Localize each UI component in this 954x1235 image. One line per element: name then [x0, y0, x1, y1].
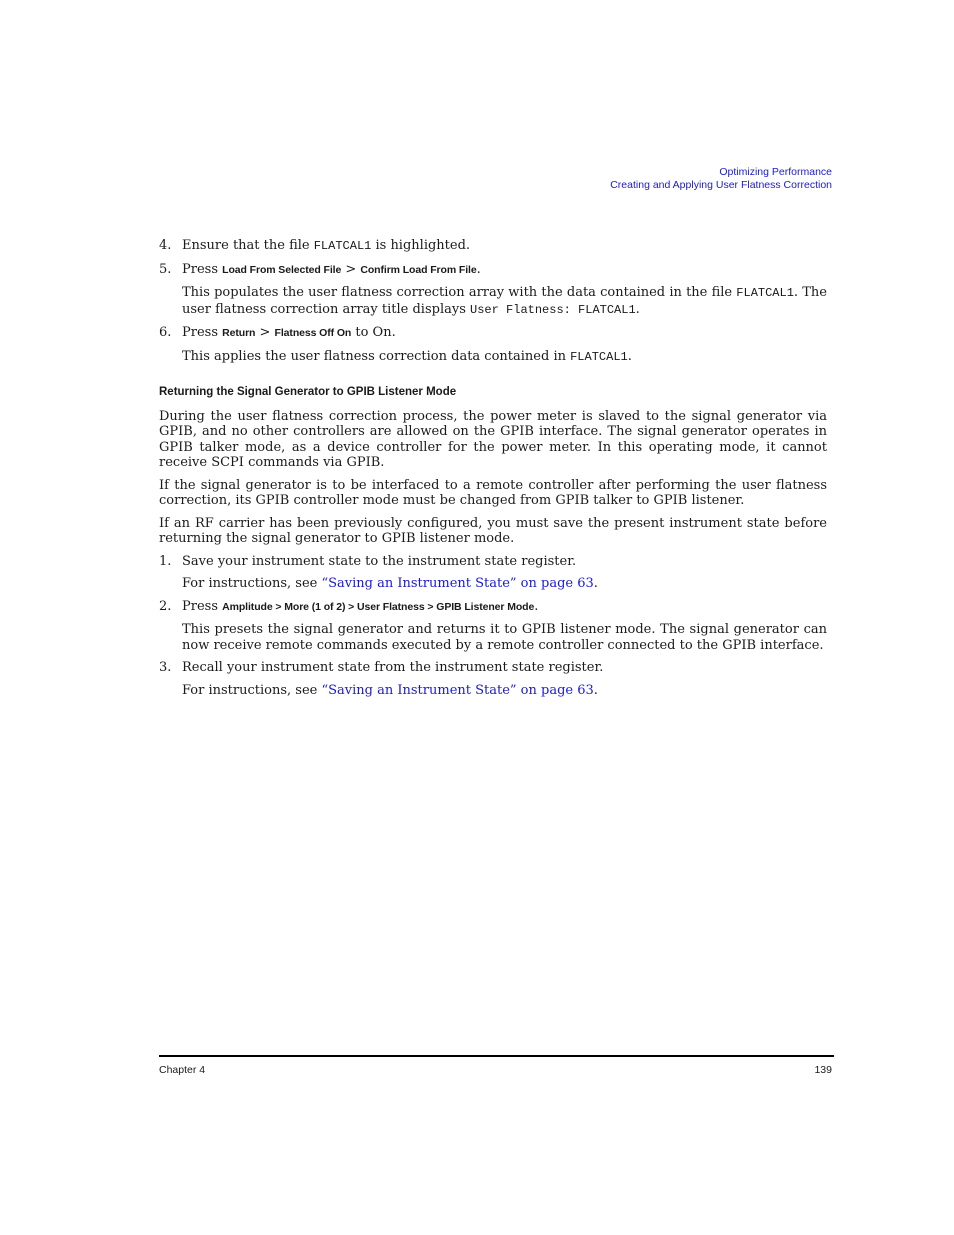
- header-chapter-title: Optimizing Performance: [719, 166, 832, 178]
- key-separator: >: [255, 325, 275, 340]
- paragraph: During the user flatness correction process, the power meter is slaved to the signal generator via GPIB, and no other controllers are allowed on the GPIB interface. The signal generator operates in GPIB talker mode, as a device controller for the power meter. In this operating mode, it cannot receive SCPI commands via GPIB.: [159, 408, 827, 470]
- softkey-confirm-load-from-file: Confirm Load From File: [360, 263, 477, 276]
- saving-instrument-state-link[interactable]: “Saving an Instrument State” on page 63: [321, 682, 594, 698]
- step-1: [159, 554, 827, 570]
- filename-code: FLATCAL1: [313, 239, 372, 253]
- footer-chapter: Chapter 4: [159, 1064, 206, 1076]
- section-heading: Returning the Signal Generator to GPIB Listener Mode: [159, 386, 457, 398]
- step-6-description: [159, 349, 827, 366]
- desc-text: .: [593, 576, 598, 591]
- footer-divider: [159, 1055, 834, 1057]
- step-text: Press: [182, 325, 223, 340]
- step-5: [159, 262, 827, 279]
- filename-code: FLATCAL1: [570, 349, 628, 364]
- step-text: is highlighted.: [371, 238, 471, 253]
- step-number: 4.: [159, 238, 172, 253]
- desc-text: For instructions, see: [182, 576, 322, 591]
- step-text: Save your instrument state to the instrument state register.: [182, 553, 577, 569]
- step-4: [159, 238, 827, 255]
- header-section-title: Creating and Applying User Flatness Correction: [610, 179, 832, 191]
- step-text: Ensure that the file: [182, 238, 314, 253]
- softkey-load-from-selected-file: Load From Selected File: [222, 263, 342, 276]
- step-number: 2.: [159, 598, 172, 614]
- key-separator: >: [341, 261, 361, 277]
- step-2: [159, 599, 827, 616]
- step-3-description: [159, 683, 827, 699]
- softkey-return: Return: [222, 327, 256, 339]
- step-5-description: [159, 285, 827, 318]
- page-content: [159, 238, 827, 705]
- filename-code: FLATCAL1: [736, 286, 794, 300]
- paragraph: If an RF carrier has been previously configured, you must save the present instrument state before returning the signal generator to GPIB listener mode.: [159, 515, 827, 546]
- step-text: .: [534, 598, 539, 614]
- step-number: 3.: [159, 660, 172, 675]
- softkey-flatness-off-on: Flatness Off On: [274, 327, 352, 339]
- page-number: 139: [814, 1064, 832, 1076]
- step-2-description: This presets the signal generator and returns it to GPIB listener mode. The signal generator can now receive remote commands executed by a remote controller connected to the GPIB interface.: [182, 622, 827, 653]
- step-text: Press: [182, 261, 223, 277]
- step-3: [159, 660, 827, 676]
- step-1-description: [159, 576, 827, 592]
- step-text: .: [476, 261, 481, 277]
- running-header: [610, 166, 832, 192]
- desc-text: This populates the user flatness correction array with the data contained in the file: [182, 285, 737, 300]
- paragraph: If the signal generator is to be interfaced to a remote controller after performing the user flatness correction, its GPIB controller mode must be changed from GPIB talker to GPIB listener.: [159, 477, 827, 508]
- desc-text: .: [635, 301, 640, 317]
- step-number: 1.: [159, 553, 172, 569]
- desc-text: . The user flatness correction array title displays: [182, 285, 827, 317]
- desc-text: For instructions, see: [182, 682, 322, 698]
- softkey-sequence: Amplitude > More (1 of 2) > User Flatness > GPIB Listener Mode: [222, 600, 535, 613]
- array-title-code: User Flatness: FLATCAL1: [470, 302, 636, 317]
- step-number: 6.: [159, 325, 172, 340]
- step-text: to On.: [351, 325, 396, 340]
- step-text: Recall your instrument state from the instrument state register.: [182, 660, 604, 675]
- step-text: Press: [182, 598, 223, 614]
- desc-text: .: [627, 348, 632, 364]
- desc-text: This applies the user flatness correction data contained in: [182, 348, 571, 364]
- step-number: 5.: [159, 261, 172, 277]
- saving-instrument-state-link[interactable]: “Saving an Instrument State” on page 63: [321, 576, 594, 591]
- desc-text: .: [593, 682, 598, 698]
- step-6: [159, 325, 827, 342]
